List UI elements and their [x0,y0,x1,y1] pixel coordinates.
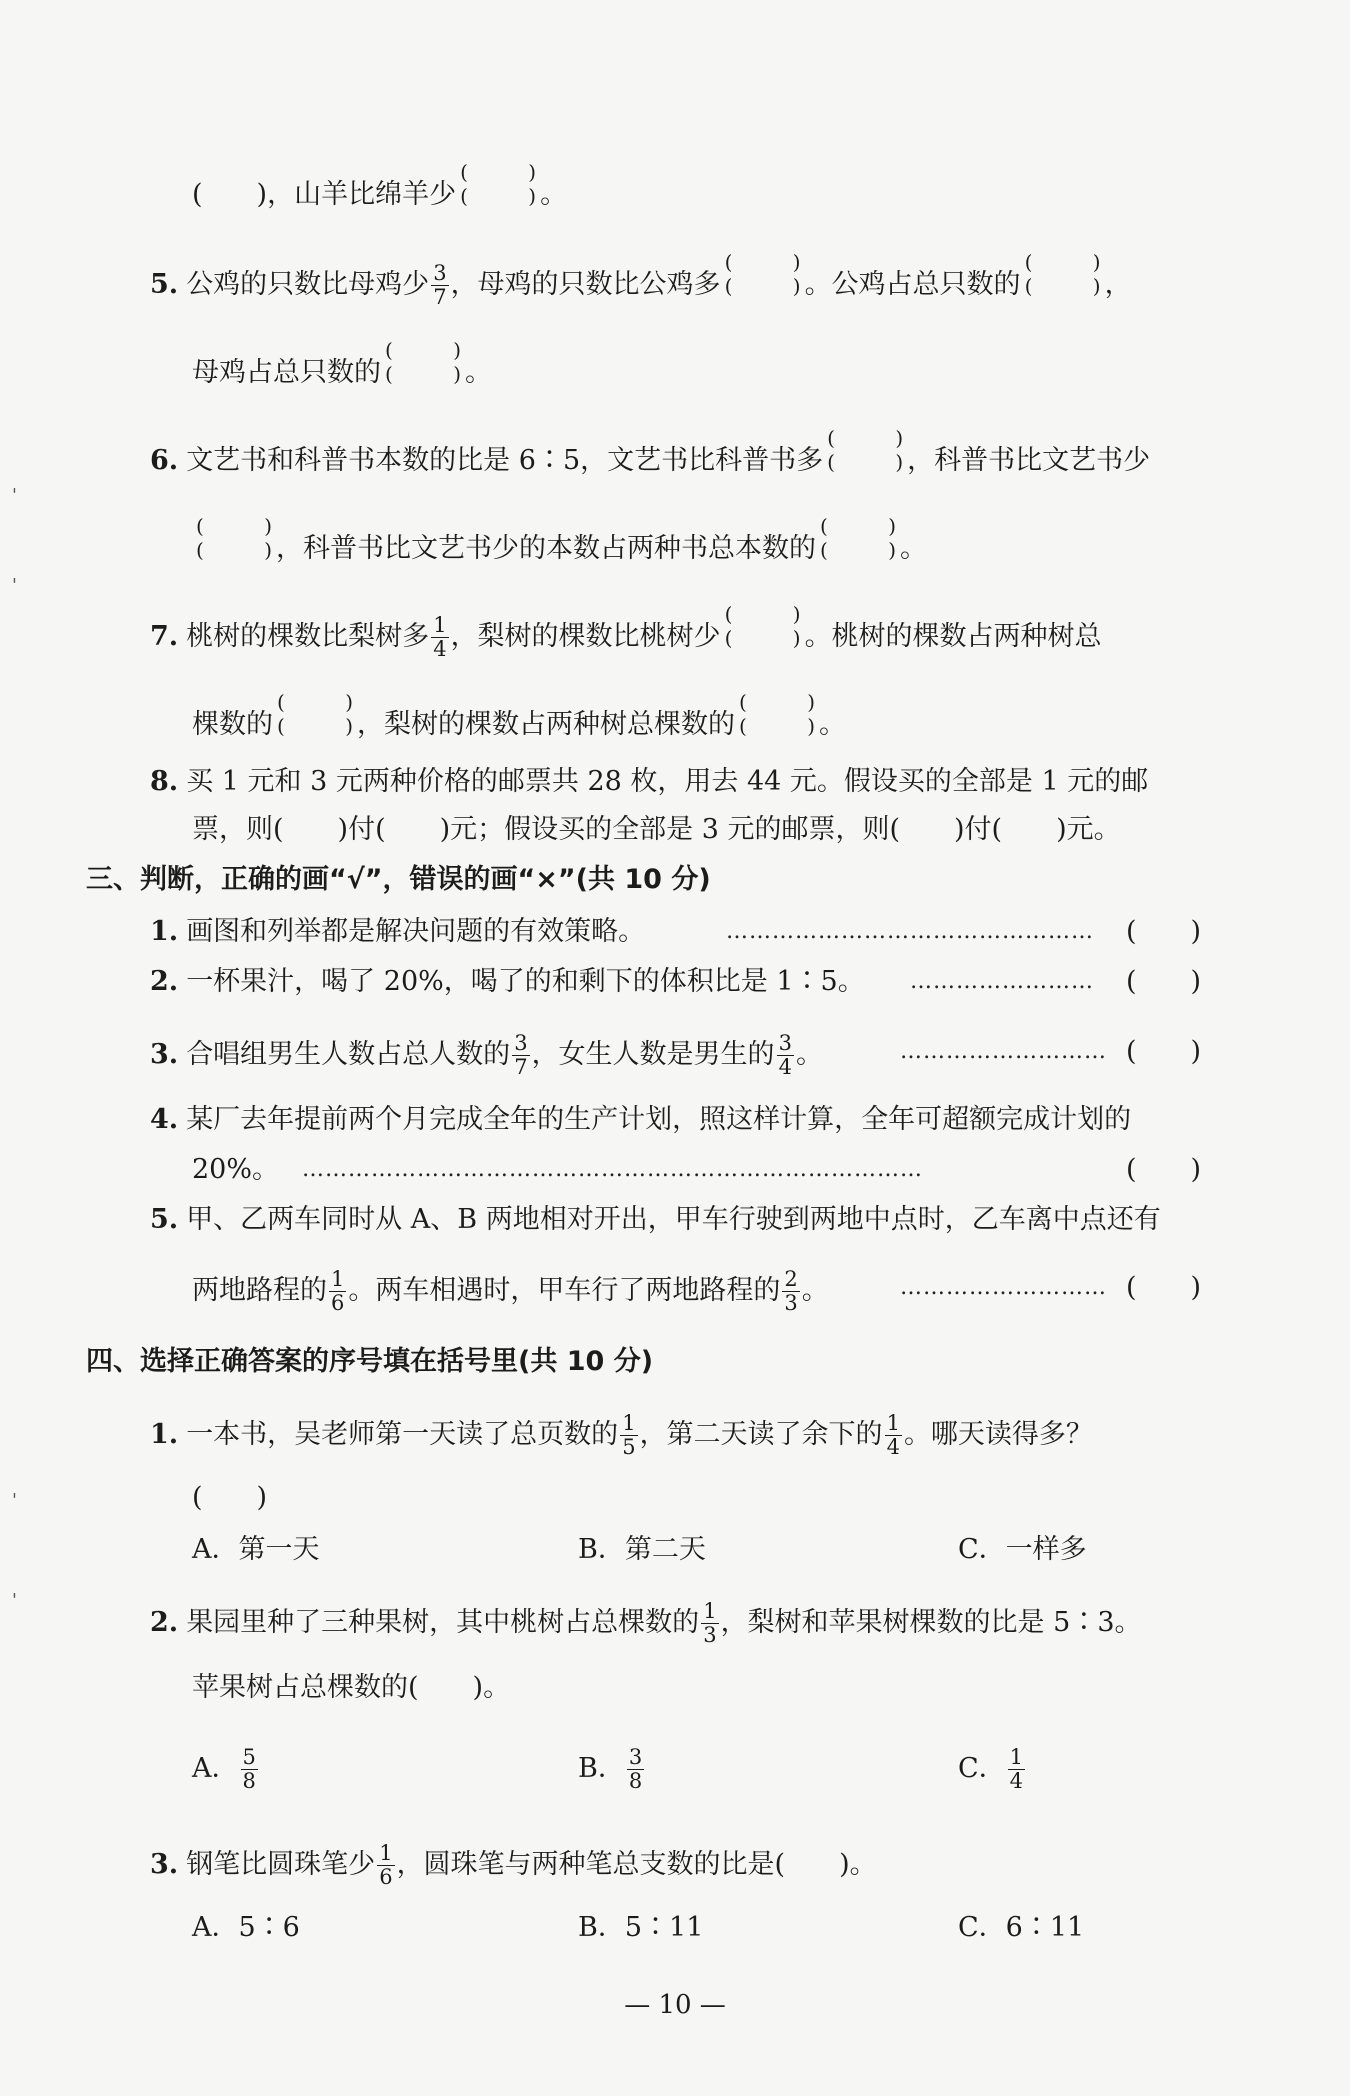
leader-dots: ……………………… [900,1039,1107,1064]
text: 公鸡的只数比母鸡少 [186,269,430,300]
text: 果园里种了三种果树，其中桃树占总棵数的 [186,1607,700,1638]
question-number: 7. [150,621,179,652]
text: ，梨树的棵数比桃树少 [450,621,721,652]
page-number: — 10 — [624,1990,726,2020]
question-6 [150,426,1150,481]
text: 一杯果汁，喝了 20%，喝了的和剩下的体积比是 1∶5。 [186,966,865,997]
option-c[interactable]: C． $\frac{1}{4}$ [958,1745,1024,1793]
answer-paren[interactable]: ( ) [1126,916,1202,947]
question-6-line2 [192,514,927,569]
text: 。 [900,533,927,564]
fraction-blank[interactable]: ( ) ( ) [196,514,272,562]
judge-item-4-line2 [192,1150,279,1190]
question-5 [150,250,1132,309]
fraction-blank[interactable]: ( ) ( ) [385,338,461,386]
option-c[interactable]: C．一样多 [958,1534,1087,1565]
text: ，科普书比文艺书少 [907,445,1151,476]
fraction: $\frac{3}{7}$ [433,261,447,309]
margin-mark: ' [12,485,17,506]
option-b[interactable]: B．5∶11 [578,1912,704,1943]
text: ，山羊比绵羊少 [267,179,457,210]
fraction: $\frac{1}{4}$ [886,1411,900,1459]
choice-question-2-line2: 苹果树占总棵数的( )。 [192,1672,511,1703]
answer-paren[interactable]: ( ) [1126,1154,1202,1185]
fraction-blank[interactable]: ( ) ( ) [827,426,904,474]
text: 一本书，吴老师第一天读了总页数的 [186,1419,619,1450]
choice-question-2 [150,1600,1142,1647]
text: 。公鸡占总只数的 [804,269,1021,300]
fraction-blank[interactable]: ( ) ( ) [724,602,801,650]
q4-continuation [192,160,567,215]
question-number: 2. [150,966,179,997]
fraction: $\frac{5}{8}$ [242,1745,256,1793]
option-b[interactable]: B． $\frac{3}{8}$ [578,1745,643,1793]
judge-item-1 [150,912,645,952]
question-number: 8. [150,766,179,797]
leader-dots: ……………………… [900,1275,1107,1300]
text: 文艺书和科普书本数的比是 6∶5，文艺书比科普书多 [186,445,824,476]
text: 买 1 元和 3 元两种价格的邮票共 28 枚，用去 44 元。假设买的全部是 1 元的邮 [186,766,1149,797]
leader-dots: ………………………………………… [726,919,1094,944]
margin-mark: ' [12,1590,17,1611]
text: 棵数的 [192,709,273,740]
text: 。 [795,1039,823,1070]
question-number: 5. [150,1204,179,1235]
question-number: 2. [150,1607,179,1638]
text: 。哪天读得多？ [903,1419,1093,1450]
fraction-blank[interactable]: ( ) ( ) [739,690,815,738]
fraction: $\frac{1}{6}$ [331,1267,345,1315]
text: 画图和列举都是解决问题的有效策略。 [186,916,646,947]
question-number: 3. [150,1039,179,1070]
text: 。 [801,1275,829,1306]
answer-paren[interactable]: ( ) [1126,1272,1202,1303]
text: 20%。 [192,1154,280,1185]
fraction-blank[interactable]: ( ) ( ) [277,690,353,738]
fraction: $\frac{2}{3}$ [784,1267,798,1315]
section-3-title: 三、判断，正确的画“√”，错误的画“×”(共 10 分) [86,864,711,895]
text: 合唱组男生人数占总人数的 [186,1039,511,1070]
text: ，第二天读了余下的 [639,1419,883,1450]
answer-paren[interactable]: ( ) [1126,1036,1202,1067]
fraction-blank[interactable]: ( ) ( ) [724,250,801,298]
choice-question-1 [150,1412,1093,1459]
option-a[interactable]: A． $\frac{5}{8}$ [192,1745,256,1793]
option-a[interactable]: A．5∶6 [192,1912,300,1943]
option-c[interactable]: C．6∶11 [958,1912,1085,1943]
question-number: 1. [150,916,179,947]
judge-item-3 [150,1032,823,1079]
fraction: $\frac{1}{6}$ [379,1841,393,1889]
fraction: $\frac{1}{3}$ [703,1599,717,1647]
text: 。 [540,179,568,210]
option-b[interactable]: B．第二天 [578,1534,706,1565]
text: 某厂去年提前两个月完成全年的生产计划，照这样计算，全年可超额完成计划的 [186,1104,1132,1135]
fraction: $\frac{3}{4}$ [778,1031,792,1079]
question-5-line2 [192,338,492,393]
text: ，女生人数是男生的 [531,1039,775,1070]
text: ，圆珠笔与两种笔总支数的比是( )。 [396,1849,877,1880]
fraction: $\frac{1}{5}$ [622,1411,636,1459]
answer-paren[interactable]: ( ) [192,1482,268,1513]
text: 。桃树的棵数占两种树总 [804,621,1102,652]
margin-mark: ' [12,1490,17,1511]
question-7-line2 [192,690,846,745]
text: 钢笔比圆珠笔少 [186,1849,376,1880]
question-number: 6. [150,445,179,476]
question-8-line2 [192,810,1121,850]
text: 桃树的棵数比梨树多 [186,621,430,652]
question-number: 1. [150,1419,179,1450]
text: 母鸡占总只数的 [192,357,381,388]
judge-item-5-line2 [192,1268,829,1315]
text: 。 [819,709,846,740]
text: ，梨树的棵数占两种树总棵数的 [357,709,735,740]
judge-item-5 [150,1200,1161,1240]
margin-mark: ' [12,575,17,596]
section-4-title: 四、选择正确答案的序号填在括号里(共 10 分) [86,1346,654,1377]
leader-dots: ……………………………………………………………………… [302,1157,923,1182]
text: 两地路程的 [192,1275,327,1306]
text: ，科普书比文艺书少的本数占两种书总本数的 [276,533,816,564]
text: ，梨树和苹果树棵数的比是 5∶3。 [720,1607,1142,1638]
answer-blank[interactable]: ( ) [192,179,268,210]
choice-question-3 [150,1842,877,1889]
fraction-blank[interactable]: ( ) ( ) [460,160,537,208]
question-7 [150,602,1102,661]
text: 。 [465,357,492,388]
judge-item-2 [150,962,865,1002]
question-number: 4. [150,1104,179,1135]
fraction: $\frac{1}{4}$ [1009,1745,1024,1793]
question-8 [150,762,1148,802]
option-a[interactable]: A．第一天 [192,1534,320,1565]
fraction: $\frac{3}{8}$ [628,1745,643,1793]
fraction: $\frac{3}{7}$ [514,1031,528,1079]
question-number: 5. [150,269,179,300]
fraction: $\frac{1}{4}$ [433,613,447,661]
text[interactable]: 票，则( )付( )元；假设买的全部是 3 元的邮票，则( )付( )元。 [192,814,1121,845]
text: 甲、乙两车同时从 A、B 两地相对开出，甲车行驶到两地中点时，乙车离中点还有 [186,1204,1161,1235]
judge-item-4 [150,1100,1131,1140]
text: ，母鸡的只数比公鸡多 [450,269,721,300]
answer-paren[interactable]: ( ) [1126,966,1202,997]
question-number: 3. [150,1849,179,1880]
leader-dots: …………………… [910,969,1094,994]
fraction-blank[interactable]: ( ) ( ) [1024,250,1101,298]
fraction-blank[interactable]: ( ) ( ) [820,514,896,562]
text: 。两车相遇时，甲车行了两地路程的 [348,1275,781,1306]
text: ， [1104,269,1132,300]
